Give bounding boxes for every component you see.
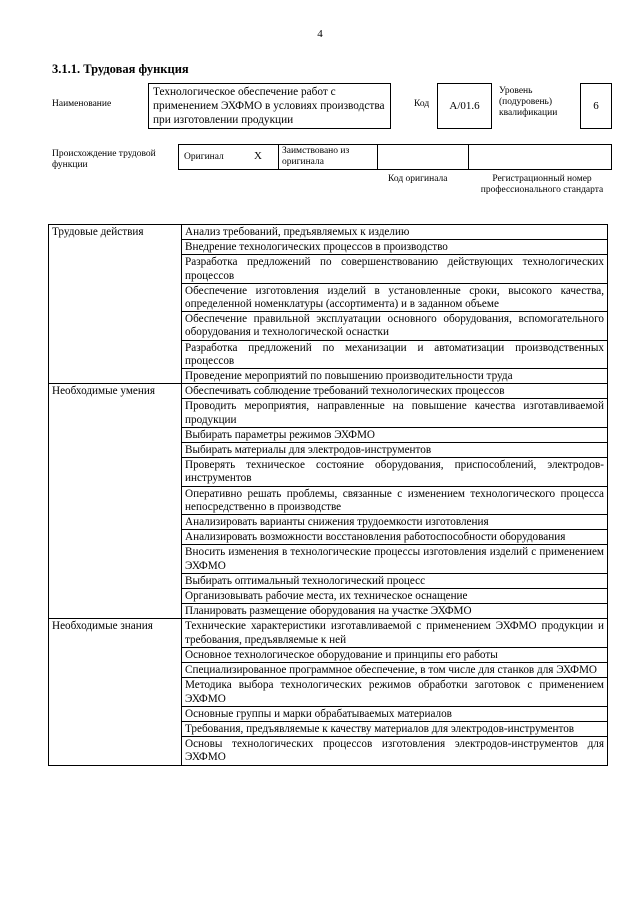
- list-item: Требования, предъявляемые к качеству материалов для электродов-инструментов: [182, 721, 608, 736]
- list-item: Вносить изменения в технологические процессы изготовления изделий с применением ЭХФМО: [182, 545, 608, 573]
- reg-number-label: Регистрационный номер профессионального стандарта: [480, 174, 604, 195]
- list-item: Анализировать возможности восстановления работоспособности оборудования: [182, 530, 608, 545]
- name-label: Наименование: [52, 99, 112, 109]
- section-title: 3.1.1. Трудовая функция: [52, 62, 189, 76]
- list-item: Проводить мероприятия, направленные на повышение качества изготавливаемой продукции: [182, 399, 608, 427]
- level-value-box: 6: [580, 83, 612, 129]
- level-label: Уровень (подуровень) квалификации: [499, 86, 558, 118]
- list-item: Выбирать параметры режимов ЭХФМО: [182, 427, 608, 442]
- function-name-box: Технологическое обеспечение работ с применением ЭХФМО в условиях производства при изготовлении продукции: [148, 83, 391, 129]
- code-original-label: Код оригинала: [388, 174, 448, 184]
- origin-divider: [377, 144, 378, 170]
- list-item: Технические характеристики изготавливаемой с применением ЭХФМО продукции и требования, предъявляемые к ней: [182, 619, 608, 647]
- list-item: Внедрение технологических процессов в производство: [182, 240, 608, 255]
- page-number: 4: [317, 28, 323, 40]
- section-label: Трудовые действия: [49, 225, 182, 384]
- list-item: Анализ требований, предъявляемых к изделию: [182, 225, 608, 240]
- list-item: Обеспечивать соблюдение требований технологических процессов: [182, 384, 608, 399]
- list-item: Разработка предложений по механизации и автоматизации производственных процессов: [182, 340, 608, 368]
- list-item: Выбирать оптимальный технологический процесс: [182, 573, 608, 588]
- list-item: Специализированное программное обеспечение, в том числе для станков для ЭХФМО: [182, 663, 608, 678]
- list-item: Проведение мероприятий по повышению производительности труда: [182, 369, 608, 384]
- list-item: Проверять техническое состояние оборудования, приспособлений, электродов-инструментов: [182, 458, 608, 486]
- original-label: Оригинал: [184, 152, 224, 162]
- borrowed-label: Заимствовано из оригинала: [282, 146, 350, 167]
- list-item: Методика выбора технологических режимов обработки заготовок с применением ЭХФМО: [182, 678, 608, 706]
- original-mark: X: [254, 150, 262, 162]
- table-row: [49, 619, 608, 647]
- table-row: [49, 384, 608, 399]
- origin-table: [178, 144, 612, 170]
- list-item: Обеспечение правильной эксплуатации основного оборудования, вспомогательного оборудования и технологической оснастки: [182, 312, 608, 340]
- list-item: Анализировать варианты снижения трудоемкости изготовления: [182, 515, 608, 530]
- section-label: Необходимые умения: [49, 384, 182, 619]
- list-item: Разработка предложений по совершенствованию действующих технологических процессов: [182, 255, 608, 283]
- table-row: [49, 225, 608, 240]
- list-item: Основное технологическое оборудование и принципы его работы: [182, 647, 608, 662]
- list-item: Выбирать материалы для электродов-инструментов: [182, 443, 608, 458]
- code-label: Код: [414, 99, 430, 109]
- origin-divider: [468, 144, 469, 170]
- list-item: Оперативно решать проблемы, связанные с изменением технологического процесса непосредственно в производстве: [182, 486, 608, 514]
- origin-label: Происхождение трудовой функции: [52, 149, 156, 170]
- function-details-table: [48, 224, 608, 766]
- list-item: Организовывать рабочие места, их техническое оснащение: [182, 589, 608, 604]
- code-value-box: A/01.6: [437, 83, 492, 129]
- list-item: Основные группы и марки обрабатываемых материалов: [182, 706, 608, 721]
- list-item: Планировать размещение оборудования на участке ЭХФМО: [182, 604, 608, 619]
- origin-divider: [278, 144, 279, 170]
- list-item: Обеспечение изготовления изделий в установленные сроки, высокого качества, определенной номенклатуры (ассортимента) и в заданном объеме: [182, 283, 608, 311]
- section-label: Необходимые знания: [49, 619, 182, 765]
- list-item: Основы технологических процессов изготовления электродов-инструментов для ЭХФМО: [182, 737, 608, 765]
